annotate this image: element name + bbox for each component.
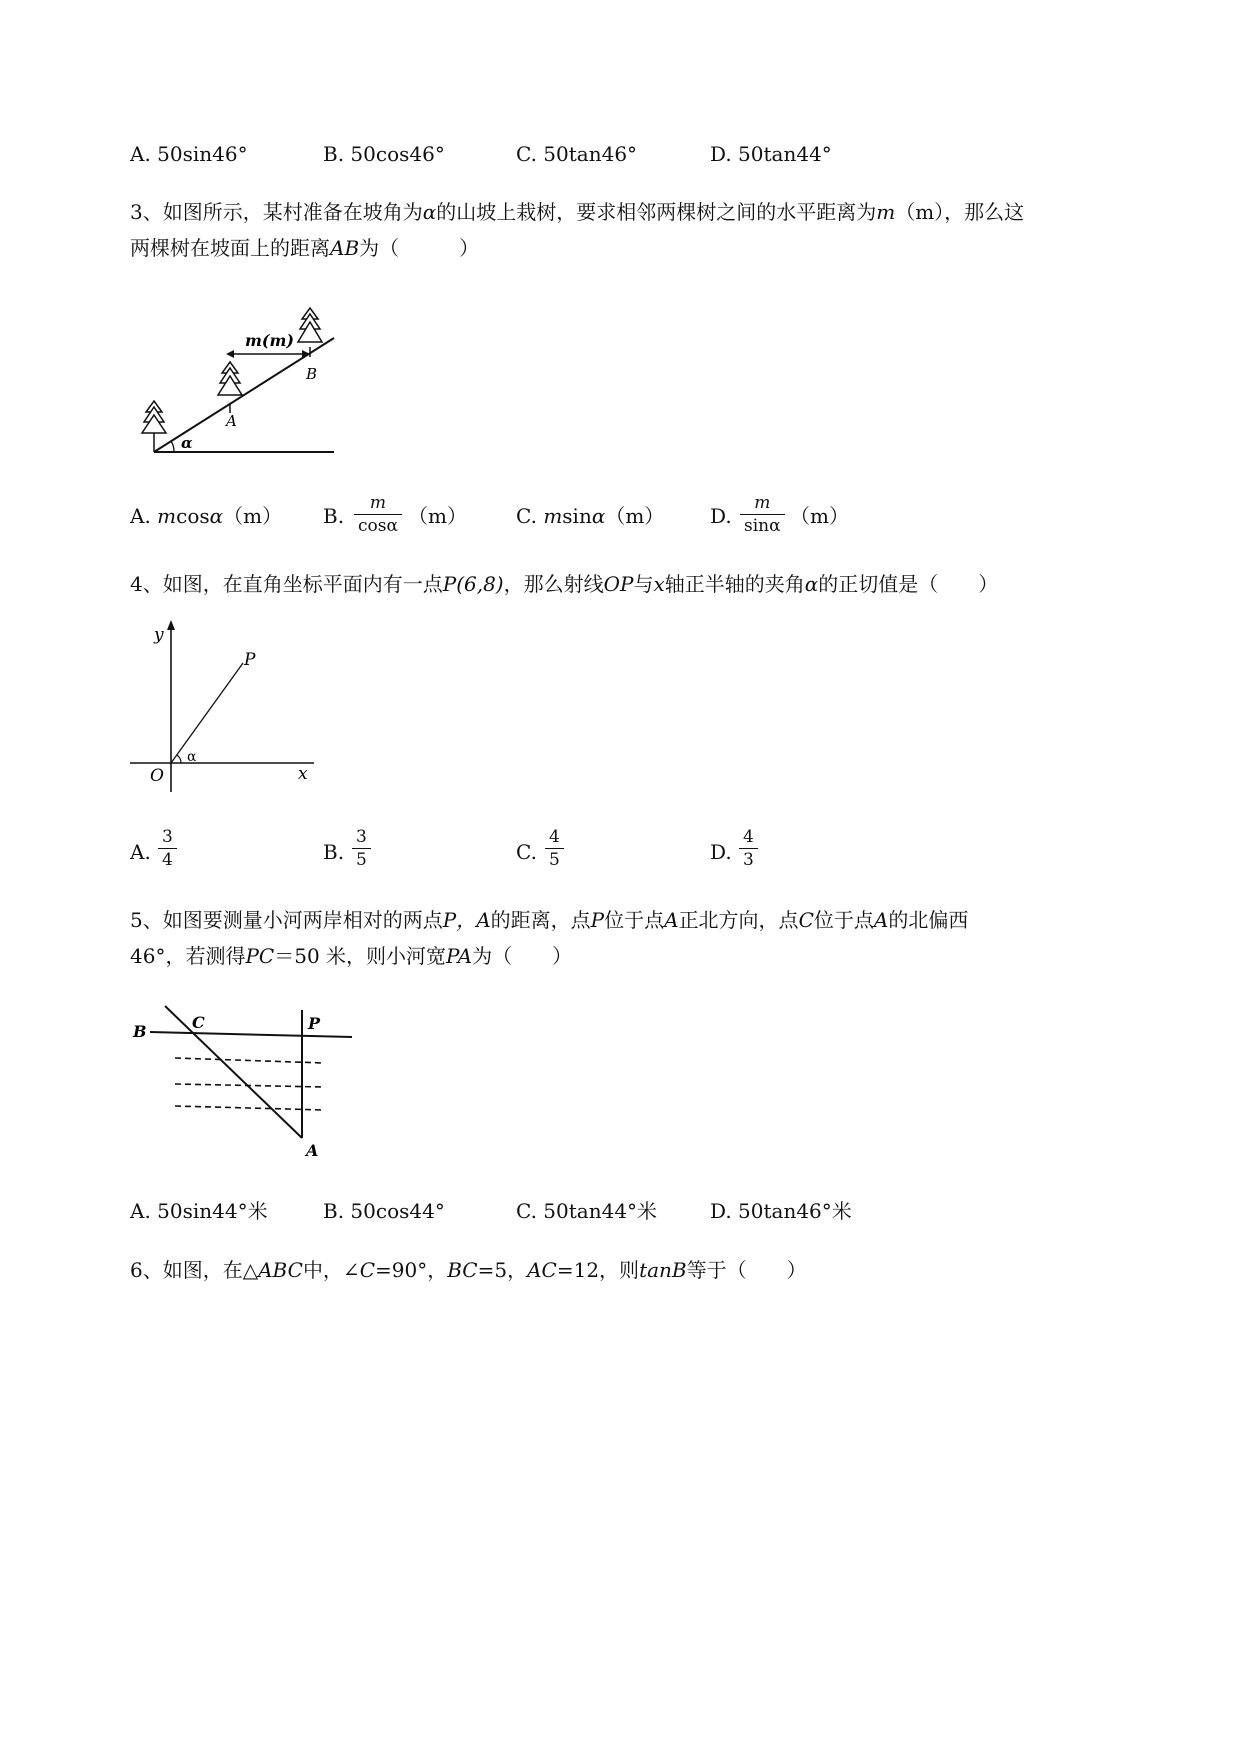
q4-y-label: y [154,625,164,645]
q4-stem: 4、如图，在直角坐标平面内有一点P(6,8)，那么射线OP与x轴正半轴的夹角α的正切值是（ ） [130,572,999,596]
tree-icon [218,362,242,413]
q2-option-a: A. 50sin46° [130,142,248,166]
q3-option-b-fraction: $\frac{m}{\cos\alpha}$ [354,492,402,537]
q5-b-label: B [133,1022,147,1041]
q5-stem-line2: 46°，若测得PC＝50 米，则小河宽PA为（ ） [130,944,573,968]
tree-icon [142,401,166,452]
q3-slope-figure [130,300,350,465]
q6-stem: 6、如图，在△ABC中，∠C=90°，BC=5，AC=12，则tanB等于（ ） [130,1258,807,1282]
q5-a-label: A [306,1141,319,1160]
tree-icon [298,308,322,357]
q2-option-c: C. 50tan46° [516,142,638,166]
y-axis-arrow-icon [167,620,175,630]
q3-option-b-label: B. [323,504,345,528]
q4-option-a-label: A. [130,840,151,864]
q2-option-d: D. 50tan44° [710,142,832,166]
q3-point-a-label: A [226,412,237,430]
q3-stem-line1: 3、如图所示，某村准备在坡角为α的山坡上栽树，要求相邻两棵树之间的水平距离为m（m），那么这 [130,200,1025,224]
q4-option-c-label: C. [516,840,537,864]
q3-angle-label: α [181,434,193,452]
q4-option-d-fraction: $\frac{4}{3}$ [739,826,758,871]
q3-option-d-fraction: $\frac{m}{\sin\alpha}$ [740,492,785,537]
q2-option-b: B. 50cos46° [323,142,445,166]
q5-option-c: C. 50tan44°米 [516,1199,658,1223]
q5-c-label: C [192,1013,205,1032]
q3-option-d-label: D. [710,504,732,528]
q4-coordinate-figure [128,618,318,798]
q3-distance-label: m(m) [245,331,294,350]
q4-option-b-fraction: $\frac{3}{5}$ [352,826,371,871]
q5-option-a: A. 50sin44°米 [130,1199,268,1223]
q4-option-b-label: B. [323,840,345,864]
q3-point-b-label: B [306,365,318,383]
q5-p-label: P [308,1014,321,1033]
q3-option-b-unit: （m） [408,504,467,528]
q3-option-c: C. msinα（m） [516,504,665,528]
q5-stem-line1: 5、如图要测量小河两岸相对的两点P，A的距离，点P位于点A正北方向，点C位于点A的北偏西 [130,908,969,932]
q4-option-d-label: D. [710,840,732,864]
q4-option-a-fraction: $\frac{3}{4}$ [158,826,177,871]
q4-angle-label: α [187,749,197,765]
q5-river-figure [128,1000,358,1160]
q4-p-label: P [244,650,256,670]
q5-option-d: D. 50tan46°米 [710,1199,852,1223]
q5-option-b: B. 50cos44° [323,1199,445,1223]
q3-option-a: A. mcosα（m） [130,504,283,528]
q4-x-label: x [298,764,308,784]
q4-option-c-fraction: $\frac{4}{5}$ [545,826,564,871]
q3-option-d-unit: （m） [790,504,849,528]
q3-stem-line2: 两棵树在坡面上的距离AB为（ ） [130,236,480,260]
q4-o-label: O [150,766,164,786]
